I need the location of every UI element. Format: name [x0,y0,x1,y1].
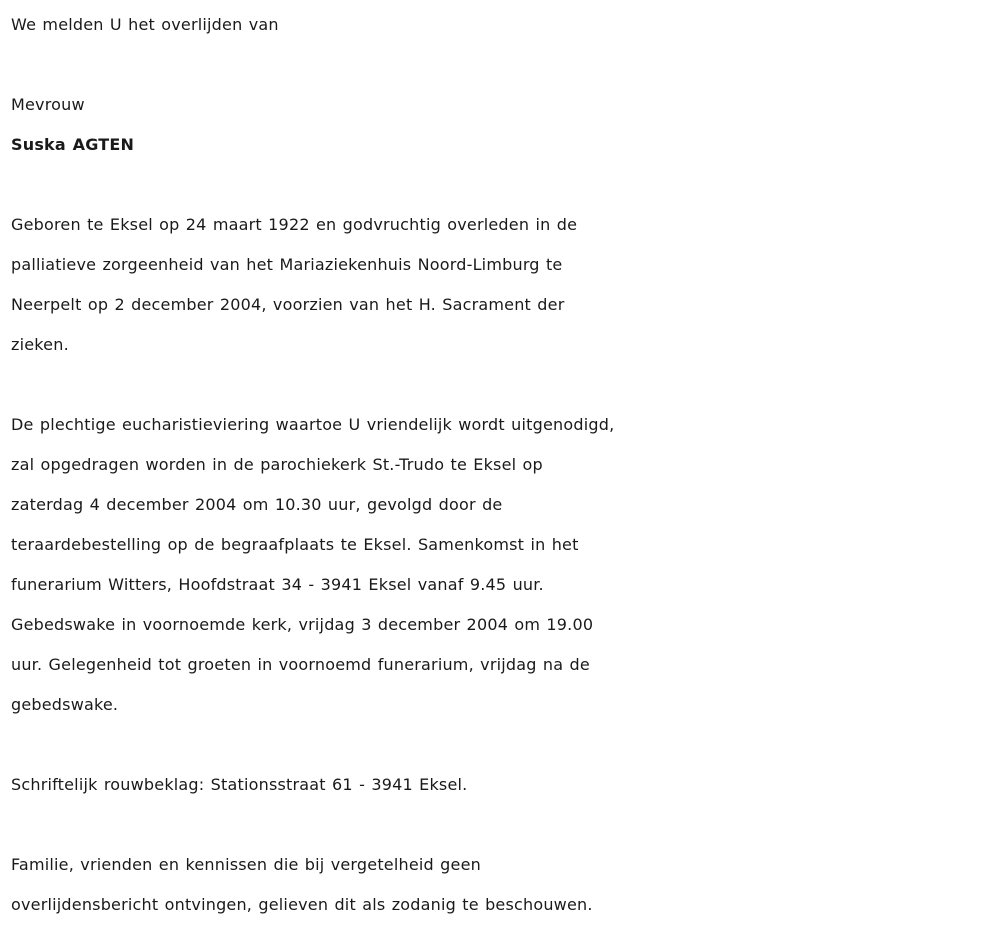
closing-paragraph [11,845,996,925]
birth-paragraph [11,205,996,365]
text-line: zal opgedragen worden in de parochiekerk St.-Trudo te Eksel op [11,455,543,474]
text-line: uur. Gelegenheid tot groeten in voornoemd funerarium, vrijdag na de [11,655,590,674]
obituary-notice [11,5,996,925]
spacer [11,725,996,765]
spacer [11,45,996,85]
deceased-name: Suska AGTEN [11,135,135,154]
spacer [11,165,996,205]
text-line: gebedswake. [11,695,119,714]
condolence-address: Schriftelijk rouwbeklag: Stationsstraat 61 - 3941 Eksel. [11,775,468,794]
text-line: teraardebestelling op de begraafplaats te Eksel. Samenkomst in het [11,535,579,554]
text-line: De plechtige eucharistieviering waartoe U vriendelijk wordt uitgenodigd, [11,415,615,434]
salutation: Mevrouw [11,95,85,114]
text-line: Geboren te Eksel op 24 maart 1922 en godvruchtig overleden in de [11,215,578,234]
text-line: Familie, vrienden en kennissen die bij vergetelheid geen [11,855,481,874]
text-line: Neerpelt op 2 december 2004, voorzien van het H. Sacrament der [11,295,565,314]
text-line: palliatieve zorgeenheid van het Mariaziekenhuis Noord-Limburg te [11,255,563,274]
intro-line: We melden U het overlijden van [11,15,279,34]
text-line: zieken. [11,335,69,354]
spacer [11,365,996,405]
text-line: zaterdag 4 december 2004 om 10.30 uur, gevolgd door de [11,495,503,514]
spacer [11,805,996,845]
text-line: funerarium Witters, Hoofdstraat 34 - 3941 Eksel vanaf 9.45 uur. [11,575,544,594]
text-line: Gebedswake in voornoemde kerk, vrijdag 3 december 2004 om 19.00 [11,615,594,634]
text-line: overlijdensbericht ontvingen, gelieven dit als zodanig te beschouwen. [11,895,593,914]
ceremony-paragraph [11,405,996,725]
